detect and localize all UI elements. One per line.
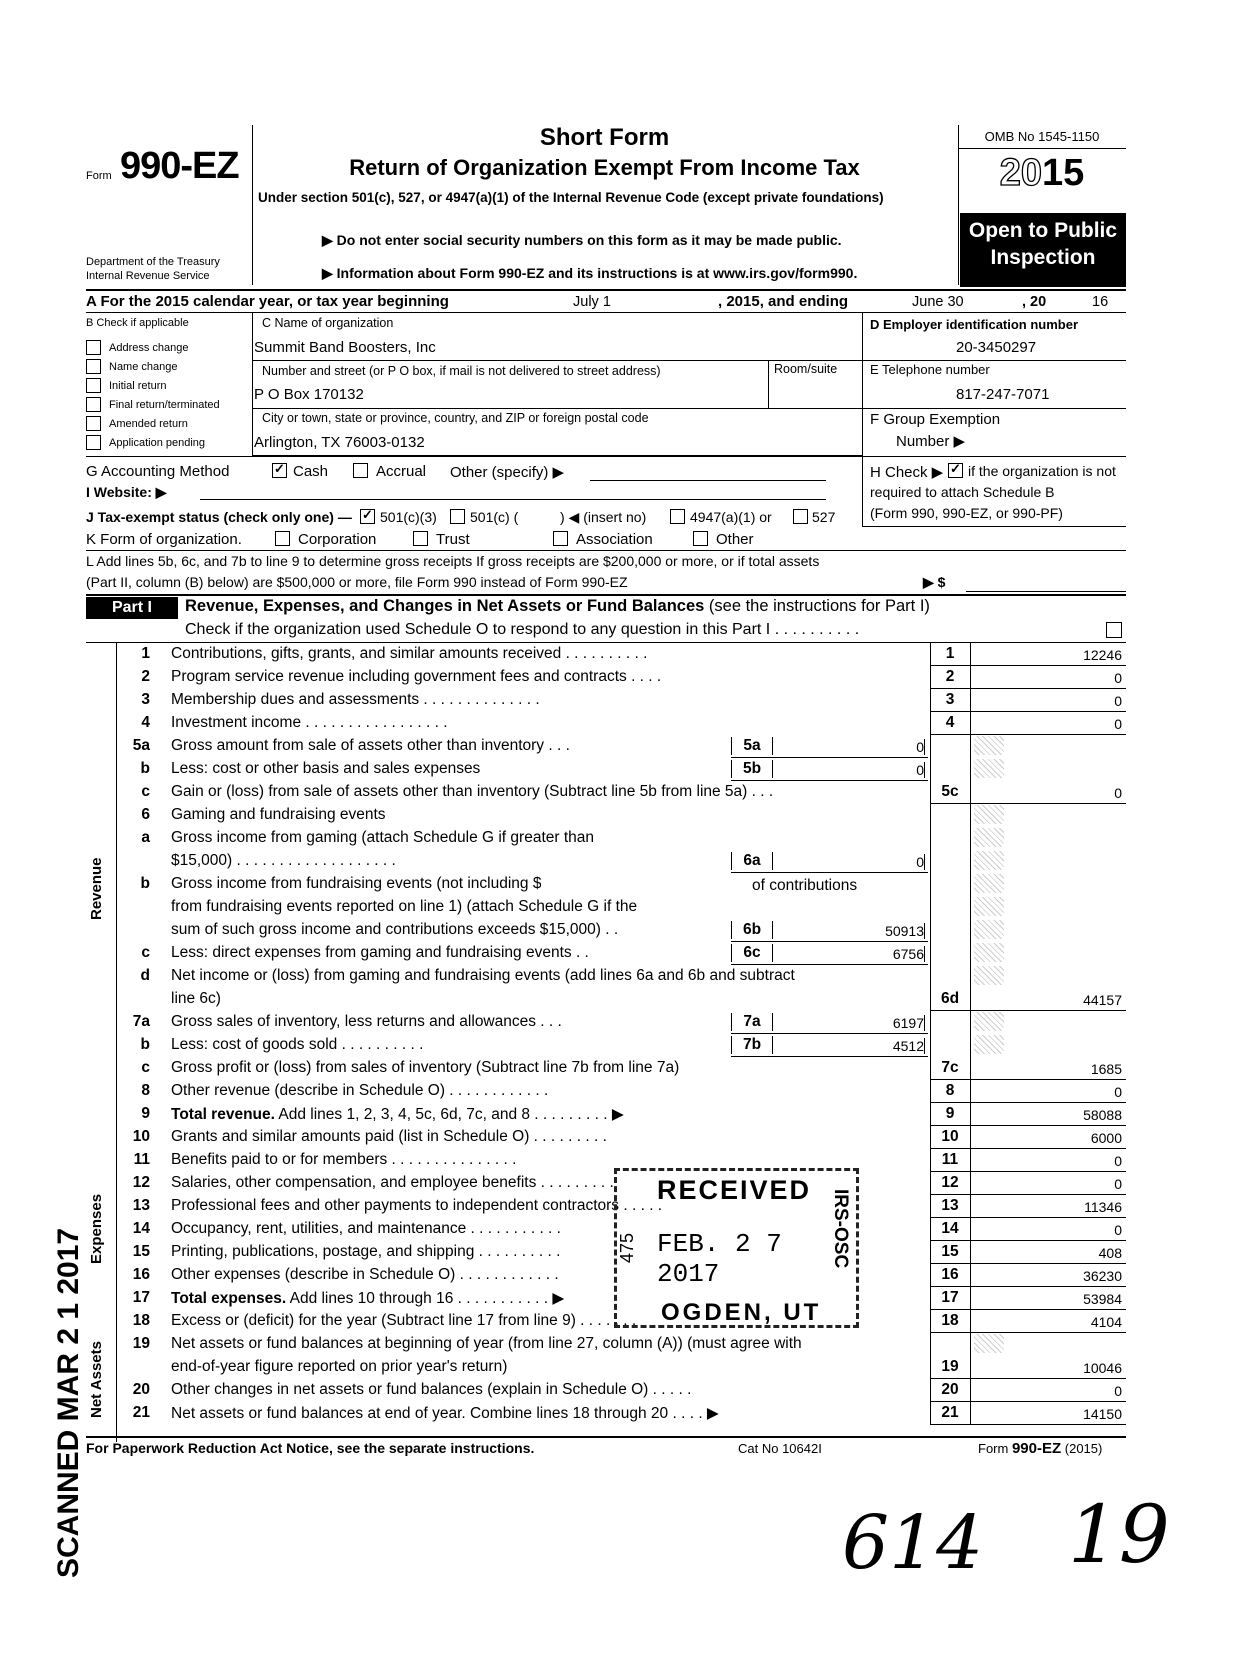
g-label: G Accounting Method [86,463,230,480]
checkbox-schedule-o[interactable] [1106,622,1122,638]
notice-info: ▶ Information about Form 990-EZ and its instructions is at www.irs.gov/form990. [322,265,858,281]
line-number: b [140,760,150,777]
subtitle: Under section 501(c), 527, or 4947(a)(1) of the Internal Revenue Code (except private foundations) [258,190,884,205]
b-item-name-change: Name change [109,361,178,373]
stamp-left-code: 475 [617,1232,637,1263]
form-prefix: Form [86,170,112,182]
checkbox-name-change[interactable] [86,359,101,374]
line-box-label: 9 [945,1105,955,1122]
line-box-label: 7c [941,1059,959,1076]
line-number: d [140,967,150,984]
stamp-received: RECEIVED [657,1175,812,1205]
line-description: line 6c) [171,990,221,1007]
line-description: Other changes in net assets or fund balances (explain in Schedule O) . . . . . [171,1381,692,1398]
h-line-1b: if the organization is not [968,463,1116,479]
line-amount[interactable]: 0 [1114,1383,1122,1399]
checkbox-amended-return[interactable] [86,416,101,431]
inner-box-label: 7b [731,1036,773,1054]
b-item-address-change: Address change [109,342,189,354]
part-i-tag: Part I [86,597,178,619]
line-number: a [141,829,150,846]
k-label: K Form of organization. [86,531,242,548]
line-amount[interactable]: 36230 [1083,1268,1122,1284]
checkbox-final-return[interactable] [86,397,101,412]
line-description: Contributions, gifts, grants, and similar amounts received . . . . . . . . . . [171,645,648,662]
of-contributions: of contributions [752,877,858,894]
line-description: Less: cost or other basis and sales expenses [171,760,481,777]
checkbox-h-schedule-b[interactable] [948,463,963,478]
inner-line-amount[interactable]: 50913 [775,923,925,939]
line-amount[interactable]: 0 [1114,1176,1122,1192]
line-description: Program service revenue including government fees and contracts . . . . [171,668,662,685]
title-short: Short Form [539,124,670,151]
g-accrual: Accrual [376,463,427,480]
j-501c3: 501(c)(3) [380,509,437,525]
stamp-city: OGDEN, UT [661,1299,822,1326]
checkbox-application-pending[interactable] [86,435,101,450]
l-arrow: ▶ $ [923,574,946,590]
line-number: 5a [132,737,150,754]
website-label: I Website: ▶ [86,484,167,500]
side-label-expenses: Expenses [88,1193,105,1264]
k-other: Other [716,531,754,548]
street-label: Number and street (or P O box, if mail is not delivered to street address) [262,364,661,378]
footer-paperwork-notice: For Paperwork Reduction Act Notice, see the separate instructions. [86,1440,535,1456]
line-box-label: 19 [941,1358,959,1375]
ein-value: 20-3450297 [956,339,1037,356]
l-line-1: L Add lines 5b, 6c, and 7b to line 9 to determine gross receipts If gross receipts are $200,000 or more, or if total assets [86,553,820,569]
f-label: F Group Exemption [870,411,1001,428]
line-number: c [141,944,150,961]
checkbox-trust[interactable] [413,531,428,546]
checkbox-initial-return[interactable] [86,378,101,393]
handwritten-number-b: 19 [1068,1488,1170,1581]
side-label-net-assets: Net Assets [88,1341,105,1418]
open-line-1: Open to Public [968,219,1118,242]
line-number: 14 [132,1220,150,1237]
line-number: 1 [141,645,150,662]
line-number: 3 [141,691,150,708]
line-a-label: A For the 2015 calendar year, or tax year beginning [86,293,449,310]
omb-number: OMB No 1545-1150 [984,129,1100,144]
line-description: Less: cost of goods sold . . . . . . . . . . [171,1036,424,1053]
line-description: Other expenses (describe in Schedule O) . . . . . . . . . . . . [171,1266,559,1283]
dept-line-1: Department of the Treasury [86,256,220,268]
part-i-schedule-o-check: Check if the organization used Schedule O to respond to any question in this Part I . . . . . . . . . . [185,621,860,638]
line-description: sum of such gross income and contributions exceeds $15,000) . . [171,921,619,938]
line-number: 18 [132,1312,150,1329]
line-box-label: 10 [941,1128,959,1145]
line-description: $15,000) . . . . . . . . . . . . . . . . . . . [171,852,396,869]
line-number: 8 [141,1082,150,1099]
c-label: C Name of organization [262,316,394,330]
inner-line-amount[interactable]: 0 [775,739,925,755]
stamp-date: FEB. 2 7 2017 [657,1229,782,1289]
line-amount[interactable]: 44157 [1083,992,1122,1008]
line-amount[interactable]: 53984 [1083,1291,1122,1307]
line-description: Total expenses. Add lines 10 through 16 . . . . . . . . . . . ▶ [171,1290,565,1307]
line-amount[interactable]: 4104 [1090,1314,1122,1330]
room-suite-label: Room/suite [774,362,838,376]
line-description: Net assets or fund balances at end of year. Combine lines 18 through 20 . . . . ▶ [171,1405,719,1422]
h-line-3: (Form 990, 990-EZ, or 990-PF) [870,505,1063,521]
checkbox-corporation[interactable] [275,531,290,546]
j-label: J Tax-exempt status (check only one) — [86,509,352,525]
k-trust: Trust [436,531,470,548]
line-number: 11 [133,1151,150,1168]
line-description: Gross amount from sale of assets other than inventory . . . [171,737,570,754]
inner-box-label: 5a [731,737,773,755]
checkbox-501c3[interactable] [360,509,375,524]
inner-box-label: 6c [731,944,773,962]
inner-box-label: 7a [731,1013,773,1031]
line-number: 20 [132,1381,150,1398]
line-number: 7a [132,1013,150,1030]
line-box-label: 1 [945,645,955,662]
line-number: 13 [132,1197,150,1214]
line-number: 9 [141,1105,150,1122]
line-box-label: 16 [941,1266,959,1283]
received-stamp [614,1168,859,1328]
line-box-label: 5c [941,783,959,800]
handwritten-number-a: 614 [842,1500,984,1586]
inner-box-label: 6b [731,921,773,939]
phone-value: 817-247-7071 [956,386,1050,403]
line-box-label: 2 [945,668,955,685]
line-number: 4 [141,714,150,731]
inner-box-label: 6a [731,852,773,870]
footer-form: Form 990-EZ (2015) [978,1440,1103,1457]
k-corporation: Corporation [298,531,377,548]
line-amount[interactable]: 6000 [1090,1130,1122,1146]
line-box-label: 12 [941,1174,959,1191]
inner-box-label: 5b [731,760,773,778]
line-number: 2 [141,668,150,685]
j-insert-no: ) ◀ (insert no) [560,509,647,525]
line-description: Net assets or fund balances at beginning of year (from line 27, column (A)) (must agree with [171,1335,802,1352]
checkbox-association[interactable] [553,531,568,546]
line-amount[interactable]: 12246 [1083,647,1122,663]
line-box-label: 18 [941,1312,959,1329]
g-cash: Cash [293,463,329,480]
line-amount[interactable]: 0 [1114,1222,1122,1238]
checkbox-527[interactable] [793,509,808,524]
line-description: Other revenue (describe in Schedule O) . . . . . . . . . . . . [171,1082,549,1099]
line-description: Investment income . . . . . . . . . . . . . . . . . [171,714,448,731]
line-box-label: 21 [941,1404,959,1421]
inner-line-amount[interactable]: 6197 [775,1015,925,1031]
form-number: 990-EZ [120,145,239,187]
line-amount[interactable]: 0 [1114,1084,1122,1100]
line-number: b [140,1036,150,1053]
j-4947: 4947(a)(1) or [690,509,772,525]
line-description: Salaries, other compensation, and employee benefits . . . . . . . . . [171,1174,614,1191]
d-label: D Employer identification number [870,317,1079,332]
tax-year-end: June 30 [912,294,964,310]
line-description: Printing, publications, postage, and shipping . . . . . . . . . . [171,1243,561,1260]
f-label-2: Number ▶ [896,433,966,450]
line-amount[interactable]: 0 [1114,716,1122,732]
tax-year-end-yr: 16 [1092,294,1109,310]
line-box-label: 14 [941,1220,959,1237]
l-line-2: (Part II, column (B) below) are $500,000 or more, file Form 990 instead of Form 990-EZ [86,574,628,590]
line-description: Excess or (deficit) for the year (Subtract line 17 from line 9) . . . . . . . [171,1312,637,1329]
checkbox-501c[interactable] [450,509,465,524]
line-description: Gross income from fundraising events (not including $ [171,875,542,892]
line-number: c [141,1059,150,1076]
line-description: Gain or (loss) from sale of assets other than inventory (Subtract line 5b from line 5a) . . . [171,783,774,800]
inner-line-amount[interactable]: 4512 [775,1038,925,1054]
line-description: Less: direct expenses from gaming and fundraising events . . [171,944,589,961]
line-description: Gross sales of inventory, less returns and allowances . . . [171,1013,562,1030]
line-description: end-of-year figure reported on prior year's return) [171,1358,508,1375]
tax-year-begin: July 1 [573,294,611,310]
part-i-title: Revenue, Expenses, and Changes in Net Assets or Fund Balances (see the instructions for Part I) [185,597,930,615]
inner-line-amount[interactable]: 0 [775,854,925,870]
line-number: 12 [132,1174,150,1191]
line-description: Membership dues and assessments . . . . . . . . . . . . . . [171,691,540,708]
line-a-mid: , 2015, and ending [718,293,849,310]
open-line-2: Inspection [990,246,1096,269]
line-amount[interactable]: 0 [1114,693,1122,709]
line-description: Net income or (loss) from gaming and fundraising events (add lines 6a and 6b and subtract [171,967,795,984]
line-amount[interactable]: 58088 [1083,1107,1122,1123]
tax-year-outline: 20 [999,152,1042,194]
side-label-revenue: Revenue [88,857,105,920]
line-number: b [140,875,150,892]
line-amount[interactable]: 11346 [1084,1199,1122,1215]
line-description: Total revenue. Add lines 1, 2, 3, 4, 5c, 6d, 7c, and 8 . . . . . . . . . ▶ [171,1106,624,1123]
line-description: from fundraising events reported on line 1) (attach Schedule G if the [171,898,638,915]
open-to-public-banner [960,213,1126,287]
line-box-label: 15 [941,1243,959,1260]
line-amount[interactable]: 0 [1114,1153,1122,1169]
line-amount[interactable]: 14150 [1083,1406,1122,1422]
inner-line-amount[interactable]: 0 [775,762,925,778]
stamp-right-code: IRS-OSC [830,1189,851,1269]
line-box-label: 13 [941,1197,959,1214]
line-number: 10 [132,1128,150,1145]
line-number: 16 [132,1266,150,1283]
footer-cat-no: Cat No 10642I [738,1441,822,1456]
h-line-2: required to attach Schedule B [870,484,1055,500]
j-527: 527 [812,509,836,525]
tax-year [958,152,1126,195]
city-label: City or town, state or province, country, and ZIP or foreign postal code [262,411,649,425]
line-description: Gaming and fundraising events [171,806,386,823]
line-box-label: 20 [941,1381,959,1398]
checkbox-4947[interactable] [670,509,685,524]
j-501c: 501(c) ( [470,509,519,525]
tax-year-bold: 15 [1042,152,1085,194]
line-box-label: 11 [941,1151,959,1168]
h-line-1: H Check ▶ [870,464,944,481]
line-description: Occupancy, rent, utilities, and maintenance . . . . . . . . . . . [171,1220,561,1237]
line-description: Professional fees and other payments to independent contractors . . . . . [171,1197,663,1214]
b-title: B Check if applicable [86,317,189,329]
dept-line-2: Internal Revenue Service [86,270,210,282]
line-box-label: 8 [945,1082,955,1099]
line-number: c [141,783,150,800]
line-box-label: 6d [940,990,960,1007]
line-number: 17 [132,1289,150,1306]
line-amount[interactable]: 10046 [1083,1360,1122,1376]
notice-ssn: ▶ Do not enter social security numbers on this form as it may be made public. [322,232,842,248]
line-box-label: 3 [945,691,955,708]
inner-line-amount[interactable]: 6756 [775,946,925,962]
line-description: Grants and similar amounts paid (list in Schedule O) . . . . . . . . . [171,1128,607,1145]
line-box-label: 17 [941,1289,959,1306]
checkbox-other[interactable] [693,531,708,546]
line-amount[interactable]: 408 [1098,1245,1122,1261]
line-amount[interactable]: 1685 [1090,1061,1122,1077]
b-item-application-pending: Application pending [109,437,206,449]
line-number: 19 [132,1335,150,1352]
line-description: Benefits paid to or for members . . . . . . . . . . . . . . . [171,1151,517,1168]
line-number: 6 [141,806,150,823]
k-association: Association [576,531,653,548]
line-description: Gross income from gaming (attach Schedule G if greater than [171,829,595,846]
city-state-zip: Arlington, TX 76003-0132 [254,434,425,451]
checkbox-address-change[interactable] [86,340,101,355]
line-amount[interactable]: 0 [1114,670,1122,686]
b-item-initial-return: Initial return [109,380,167,392]
b-item-final-return: Final return/terminated [109,399,220,411]
line-amount[interactable]: 0 [1114,785,1122,801]
checkbox-accrual[interactable] [353,463,368,478]
line-a-yr-label: , 20 [1022,294,1047,310]
scanned-stamp: SCANNED MAR 2 1 2017 [52,1227,85,1578]
street-address: P O Box 170132 [254,386,364,403]
g-other: Other (specify) ▶ [450,464,565,481]
line-number: 21 [132,1404,150,1421]
b-item-amended-return: Amended return [109,418,188,430]
line-box-label: 4 [945,714,955,731]
line-description: Gross profit or (loss) from sales of inventory (Subtract line 7b from line 7a) [171,1059,680,1076]
e-label: E Telephone number [870,362,990,377]
organization-name: Summit Band Boosters, Inc [254,339,436,356]
line-number: 15 [132,1243,150,1260]
checkbox-cash[interactable] [272,463,287,478]
title-main: Return of Organization Exempt From Income Tax [349,155,860,180]
